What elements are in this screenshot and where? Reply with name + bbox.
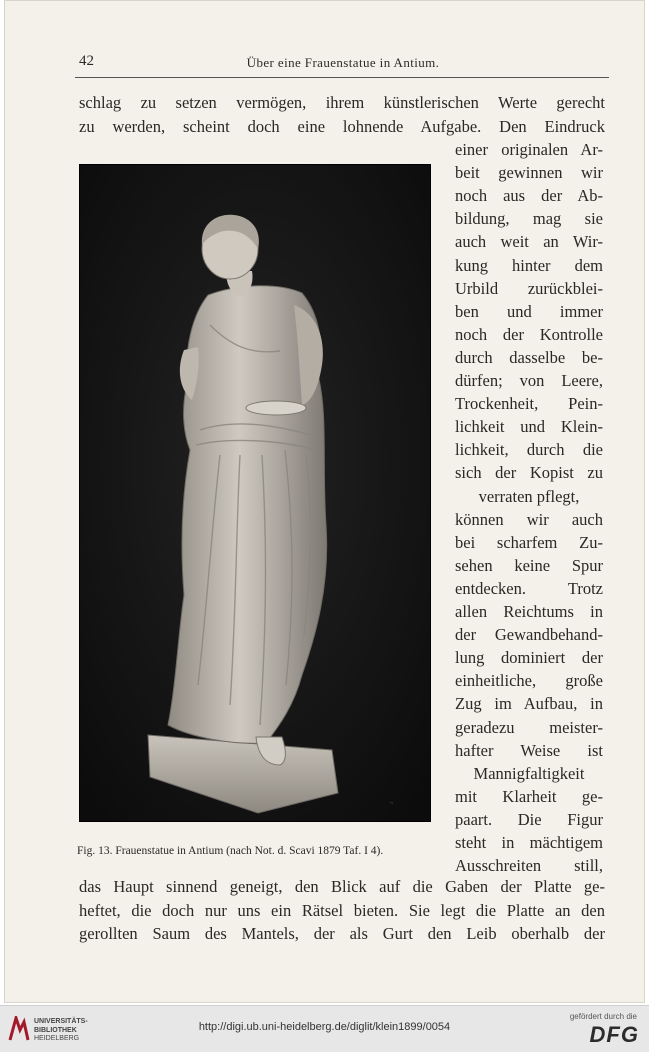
body-text-line: sehen keine Spur (455, 555, 603, 575)
body-text-line: einheitliche, große (455, 671, 603, 691)
body-text-line: mit Klarheit ge- (455, 786, 603, 806)
body-text-line: Trockenheit, Pein- (455, 394, 603, 414)
library-name-line2: BIBLIOTHEK (34, 1026, 77, 1034)
body-text-line: gerollten Saum des Mantels, der als Gurt den Leib oberhalb der (79, 924, 605, 943)
running-title: Über eine Frauenstatue in Antium. (246, 55, 440, 70)
photo-signature: ~ (390, 801, 394, 807)
body-text-line: kung hinter dem (455, 255, 603, 275)
body-text-line: steht in mächtigem (455, 833, 603, 852)
body-text-line: verraten pflegt, (478, 486, 580, 506)
body-text-line: bildung, mag sie (455, 209, 603, 229)
body-text-line: der Gewandbehand- (455, 625, 603, 645)
body-text-line: geradezu meister- (455, 717, 603, 737)
footer-bar (0, 1005, 649, 1052)
body-text-line: paart. Die Figur (455, 809, 603, 829)
body-text-line: zu werden, scheint doch eine lohnende Aufgabe. Den Eindruck (79, 116, 605, 136)
body-text-line: lichkeit und Klein- (455, 417, 603, 437)
body-text-line: Urbild zurückblei- (455, 278, 603, 298)
body-text-line: allen Reichtums in (455, 602, 603, 621)
body-text-line: Ausschreiten still, (455, 856, 603, 876)
body-text-line: beit gewinnen wir (455, 163, 603, 183)
body-text-line: einer originalen Ar- (455, 140, 603, 159)
page-header (75, 53, 611, 77)
body-text-line: entdecken. Trotz (455, 578, 603, 598)
body-text-line: sich der Kopist zu (455, 463, 603, 483)
page-number: 42 (79, 53, 94, 69)
body-text-line: Zug im Aufbau, in (455, 694, 603, 714)
body-text-line: noch aus der Ab- (455, 186, 603, 206)
body-text-line: auch weit an Wir- (455, 232, 603, 252)
body-text-line: dürfen; von Leere, (455, 371, 603, 390)
body-text-line: bei scharfem Zu- (455, 532, 603, 552)
funding-note: gefördert durch die (569, 1012, 637, 1021)
library-name-line1: UNIVERSITÄTS- (34, 1018, 88, 1025)
body-text-line: heftet, die doch nur uns ein Rätsel bieten. Sie legt die Platte an den (79, 900, 605, 920)
body-text-line: ben und immer (455, 301, 603, 321)
body-text-line: noch der Kontrolle (455, 324, 603, 344)
statue-photograph (79, 164, 431, 822)
body-text-line: durch dasselbe be- (455, 347, 603, 367)
body-text-line: Mannigfaltigkeit (473, 763, 585, 783)
body-text-line: können wir auch (455, 509, 603, 529)
body-text-line: lichkeit, durch die (455, 440, 603, 460)
body-text-line: das Haupt sinnend geneigt, den Blick auf die Gaben der Platte ge- (79, 877, 605, 896)
source-url[interactable]: http://digi.ub.uni-heidelberg.de/diglit/klein1899/0054 (198, 1021, 451, 1033)
book-page (4, 0, 645, 1003)
body-text-line: hafter Weise ist (455, 740, 603, 760)
statue-figure-icon (80, 165, 430, 821)
figure-caption: Fig. 13. Frauenstatue in Antium (nach Not. d. Scavi 1879 Taf. I 4). (77, 845, 384, 857)
body-text-line: lung dominiert der (455, 648, 603, 668)
header-rule (75, 77, 609, 78)
body-text-line: schlag zu setzen vermögen, ihrem künstlerischen Werte gerecht (79, 93, 605, 112)
library-name-line3: HEIDELBERG (34, 1035, 80, 1042)
dfg-logo: DFG (589, 1022, 639, 1047)
